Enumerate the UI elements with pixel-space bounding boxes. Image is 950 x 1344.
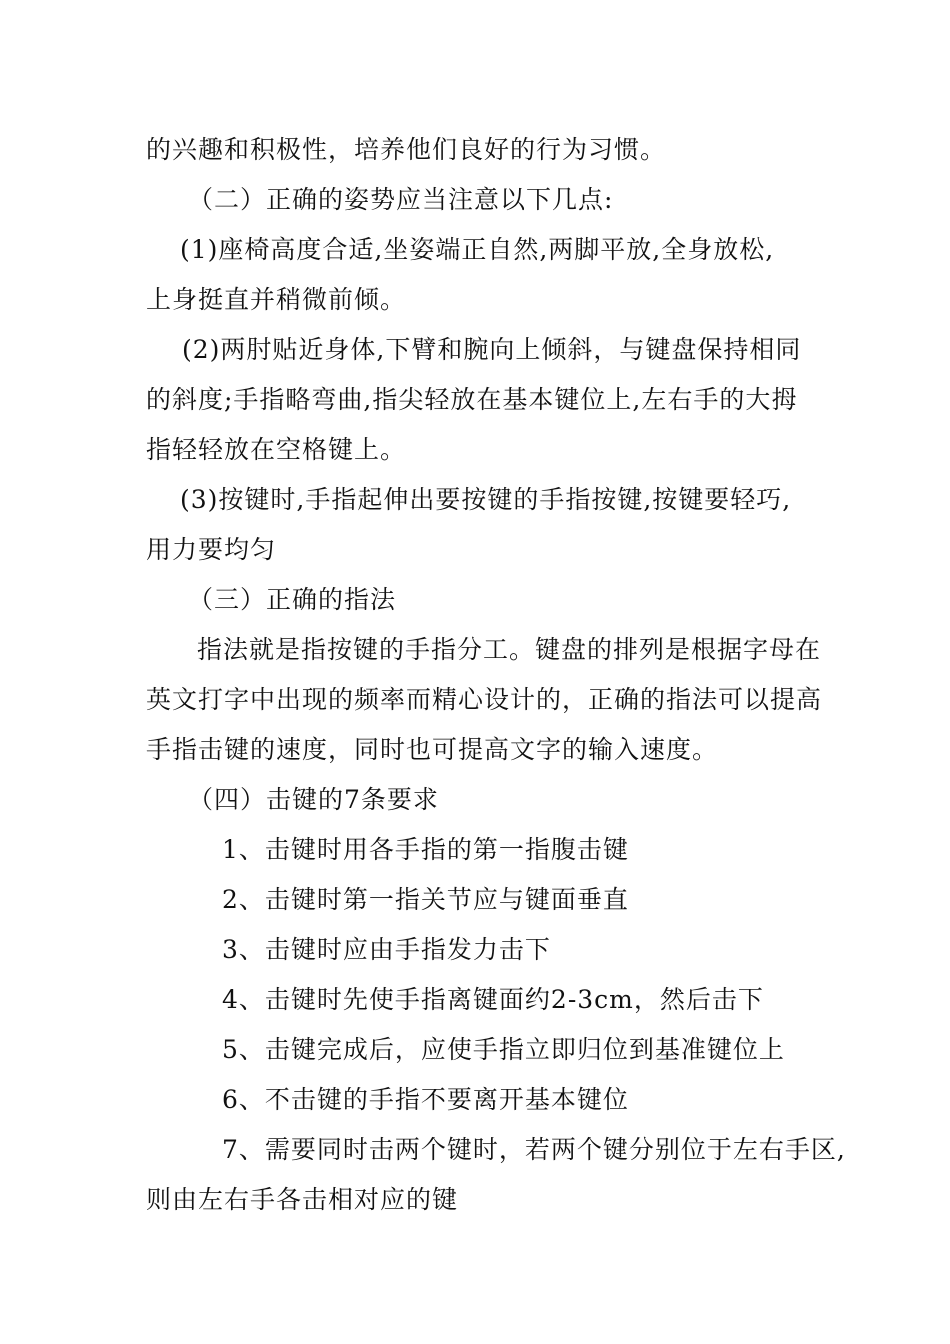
text-line-11: 指法就是指按键的手指分工。键盘的排列是根据字母在 <box>197 635 822 664</box>
section-heading-4: （四）击键的7条要求 <box>188 785 439 814</box>
text-line-6: 的斜度;手指略弯曲,指尖轻放在基本键位上,左右手的大拇 <box>146 385 798 414</box>
list-item-5: 5、击键完成后，应使手指立即归位到基准键位上 <box>222 1035 785 1064</box>
text-line-5: (2)两肘贴近身体,下臂和腕向上倾斜，与键盘保持相同 <box>182 335 802 364</box>
text-line-8: (3)按键时,手指起伸出要按键的手指按键,按键要轻巧, <box>180 485 792 514</box>
text-line-1: 的兴趣和积极性，培养他们良好的行为习惯。 <box>146 135 667 164</box>
list-item-7: 7、需要同时击两个键时，若两个键分别位于左右手区, <box>222 1135 846 1164</box>
text-line-3: (1)座椅高度合适,坐姿端正自然,两脚平放,全身放松, <box>180 235 775 264</box>
text-line-13: 手指击键的速度，同时也可提高文字的输入速度。 <box>146 735 719 764</box>
text-line-4: 上身挺直并稍微前倾。 <box>146 285 407 314</box>
text-line-12: 英文打字中出现的频率而精心设计的，正确的指法可以提高 <box>146 685 823 714</box>
text-line-7: 指轻轻放在空格键上。 <box>146 435 407 464</box>
text-line-22: 则由左右手各击相对应的键 <box>146 1185 459 1214</box>
list-item-2: 2、击键时第一指关节应与键面垂直 <box>222 885 629 914</box>
list-item-3: 3、击键时应由手指发力击下 <box>222 935 551 964</box>
list-item-1: 1、击键时用各手指的第一指腹击键 <box>222 835 629 864</box>
section-heading-2: （二）正确的姿势应当注意以下几点: <box>188 185 614 214</box>
list-item-6: 6、不击键的手指不要离开基本键位 <box>222 1085 629 1114</box>
section-heading-3: （三）正确的指法 <box>188 585 397 614</box>
list-item-4: 4、击键时先使手指离键面约2-3cm，然后击下 <box>222 985 764 1014</box>
text-line-9: 用力要均匀 <box>146 535 277 564</box>
